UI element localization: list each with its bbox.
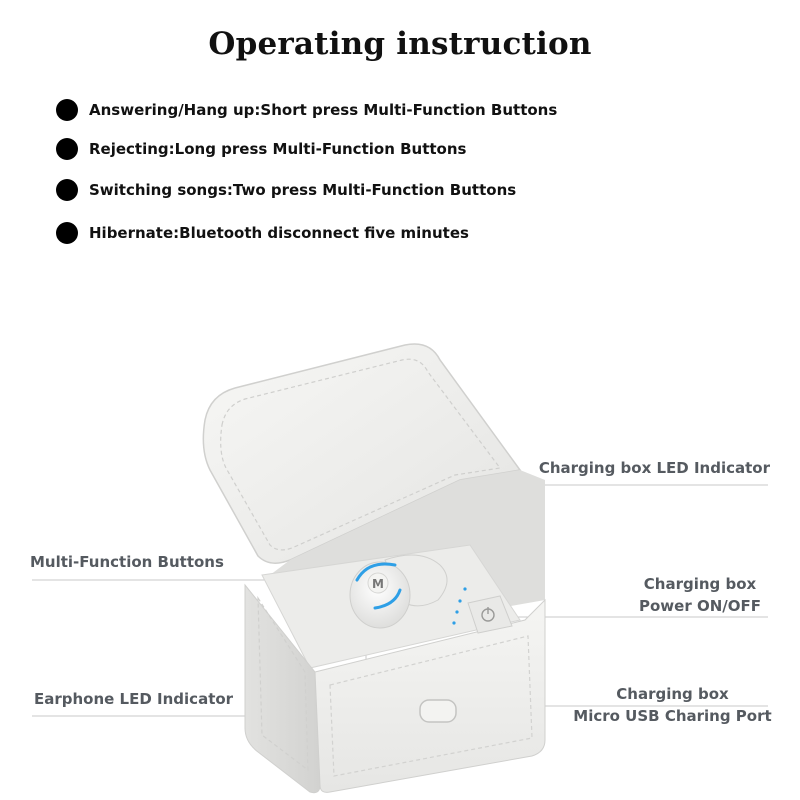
page-title: Operating instruction — [208, 26, 592, 62]
callout-charging-box-led: Charging box LED Indicator — [538, 459, 770, 477]
instruction-item-rejecting — [56, 138, 466, 160]
instruction-text: Answering/Hang up:Short press Multi-Function Buttons — [89, 101, 558, 119]
callout-usb-line2: Micro USB Charing Port — [573, 707, 772, 725]
bullet-icon — [56, 179, 78, 201]
callout-micro-usb — [570, 683, 775, 727]
bullet-icon — [56, 99, 78, 121]
callout-power-on-off — [630, 573, 770, 617]
instruction-item-switching-songs — [56, 179, 516, 201]
bullet-icon — [56, 138, 78, 160]
instruction-text: Switching songs:Two press Multi-Function Buttons — [89, 181, 517, 199]
callout-earphone-led: Earphone LED Indicator — [34, 690, 234, 708]
micro-usb-port — [420, 700, 456, 722]
callout-usb-line1: Charging box — [616, 685, 729, 703]
bullet-icon — [56, 222, 78, 244]
callout-multi-function-buttons: Multi-Function Buttons — [30, 553, 224, 571]
instruction-text: Rejecting:Long press Multi-Function Buttons — [89, 140, 467, 158]
instruction-item-answering — [56, 99, 557, 121]
earbud-button-letter: M — [372, 577, 384, 591]
instruction-item-hibernate — [56, 222, 469, 244]
callout-power-line1: Charging box — [643, 575, 757, 593]
instruction-text: Hibernate:Bluetooth disconnect five minutes — [89, 224, 469, 242]
callout-power-line2: Power ON/OFF — [639, 597, 761, 615]
